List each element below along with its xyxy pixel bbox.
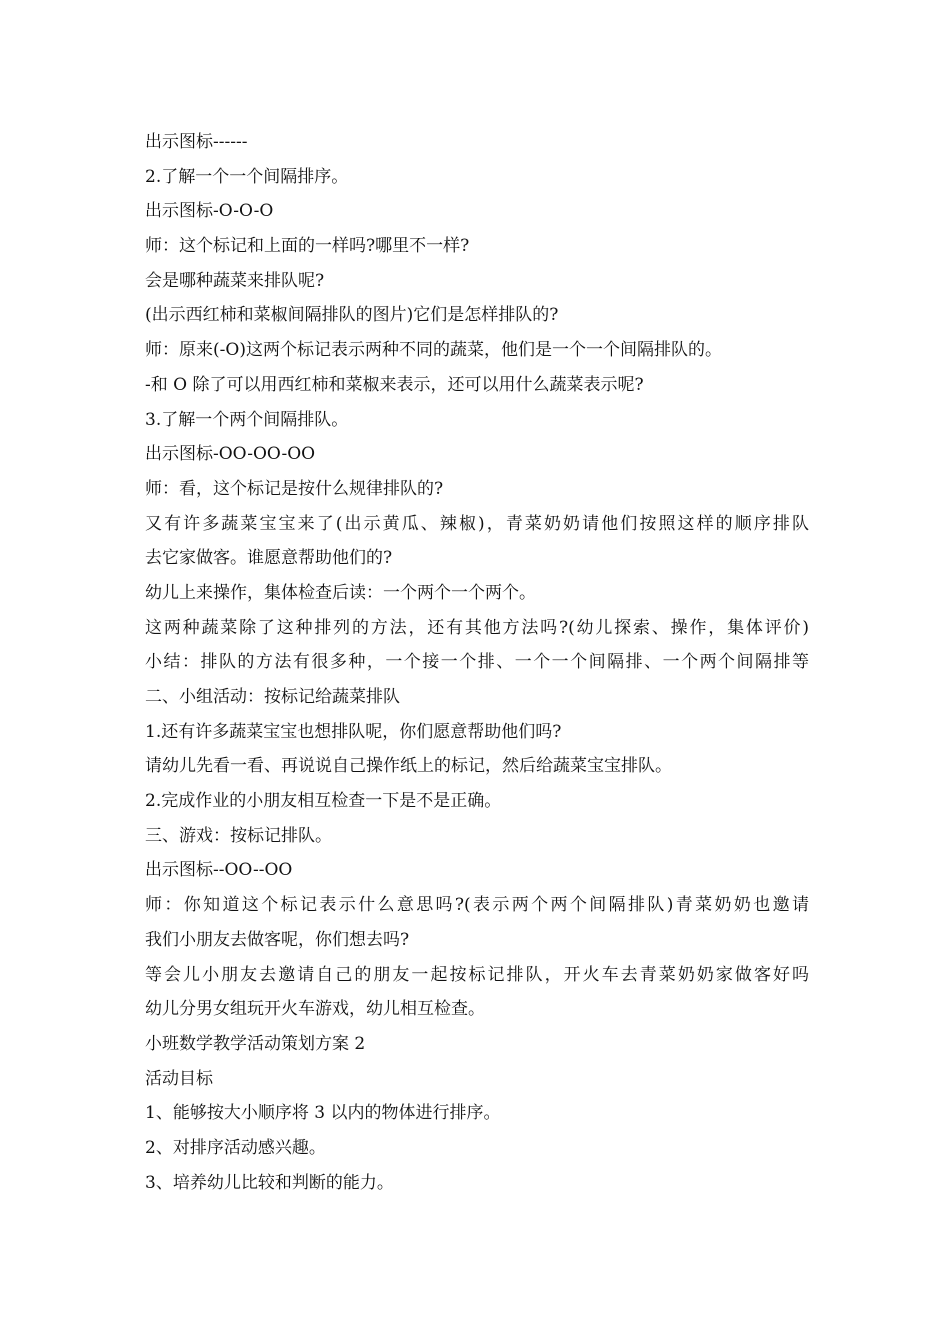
text-line-4: 师：这个标记和上面的一样吗?哪里不一样? [145,236,470,257]
text-line-14: 幼儿上来操作，集体检查后读：一个两个一个两个。 [145,582,536,603]
text-line-26: 幼儿分男女组玩开火车游戏，幼儿相互检查。 [145,999,485,1020]
text-line-13: 去它家做客。谁愿意帮助他们的? [145,548,393,569]
section-heading-2: 二、小组活动：按标记给蔬菜排队 [145,687,400,707]
text-line-7: 师：原来(-O)这两个标记表示两种不同的蔬菜，他们是一个一个间隔排队的。 [145,340,722,361]
text-line-9: 3.了解一个两个间隔排队。 [145,409,349,430]
text-line-11: 师：看，这个标记是按什么规律排队的? [145,478,444,499]
text-line-5: 会是哪种蔬菜来排队呢? [145,270,325,291]
text-line-15: 这两种蔬菜除了这种排列的方法，还有其他方法吗?(幼儿探索、操作，集体评价) [145,617,809,638]
text-line-19: 请幼儿先看一看、再说说自己操作纸上的标记，然后给蔬菜宝宝排队。 [145,756,672,777]
activity-goals-heading: 活动目标 [145,1068,213,1089]
text-line-10: 出示图标-OO-OO-OO [145,444,316,465]
text-line-2: 2.了解一个一个间隔排序。 [145,166,349,187]
plan-title: 小班数学教学活动策划方案 2 [145,1033,366,1054]
text-line-16: 小结：排队的方法有很多种，一个接一个排、一个一个间隔排、一个两个间隔排等 [145,652,809,673]
text-line-24: 我们小朋友去做客呢，你们想去吗? [145,929,410,950]
text-line-8: -和 O 除了可以用西红柿和菜椒来表示，还可以用什么蔬菜表示呢? [145,374,644,395]
text-line-25: 等会儿小朋友去邀请自己的朋友一起按标记排队，开火车去青菜奶奶家做客好吗 [145,964,809,985]
text-line-23: 师：你知道这个标记表示什么意思吗?(表示两个两个间隔排队)青菜奶奶也邀请 [145,895,809,916]
text-line-6: (出示西红柿和菜椒间隔排队的图片)它们是怎样排队的? [145,305,559,326]
text-line-22: 出示图标--OO--OO [145,860,293,881]
goal-item-2: 2、对排序活动感兴趣。 [145,1137,326,1158]
goal-item-1: 1、能够按大小顺序将 3 以内的物体进行排序。 [145,1103,501,1124]
text-line-3: 出示图标-O-O-O [145,201,274,222]
text-line-18: 1.还有许多蔬菜宝宝也想排队呢，你们愿意帮助他们吗? [145,721,562,742]
section-heading-3: 三、游戏：按标记排队。 [145,825,332,846]
text-line-1: 出示图标------ [145,132,248,152]
document-body [145,125,825,1200]
text-line-20: 2.完成作业的小朋友相互检查一下是不是正确。 [145,791,502,812]
goal-item-3: 3、培养幼儿比较和判断的能力。 [145,1172,394,1193]
text-line-12: 又有许多蔬菜宝宝来了(出示黄瓜、辣椒)，青菜奶奶请他们按照这样的顺序排队 [145,513,809,534]
